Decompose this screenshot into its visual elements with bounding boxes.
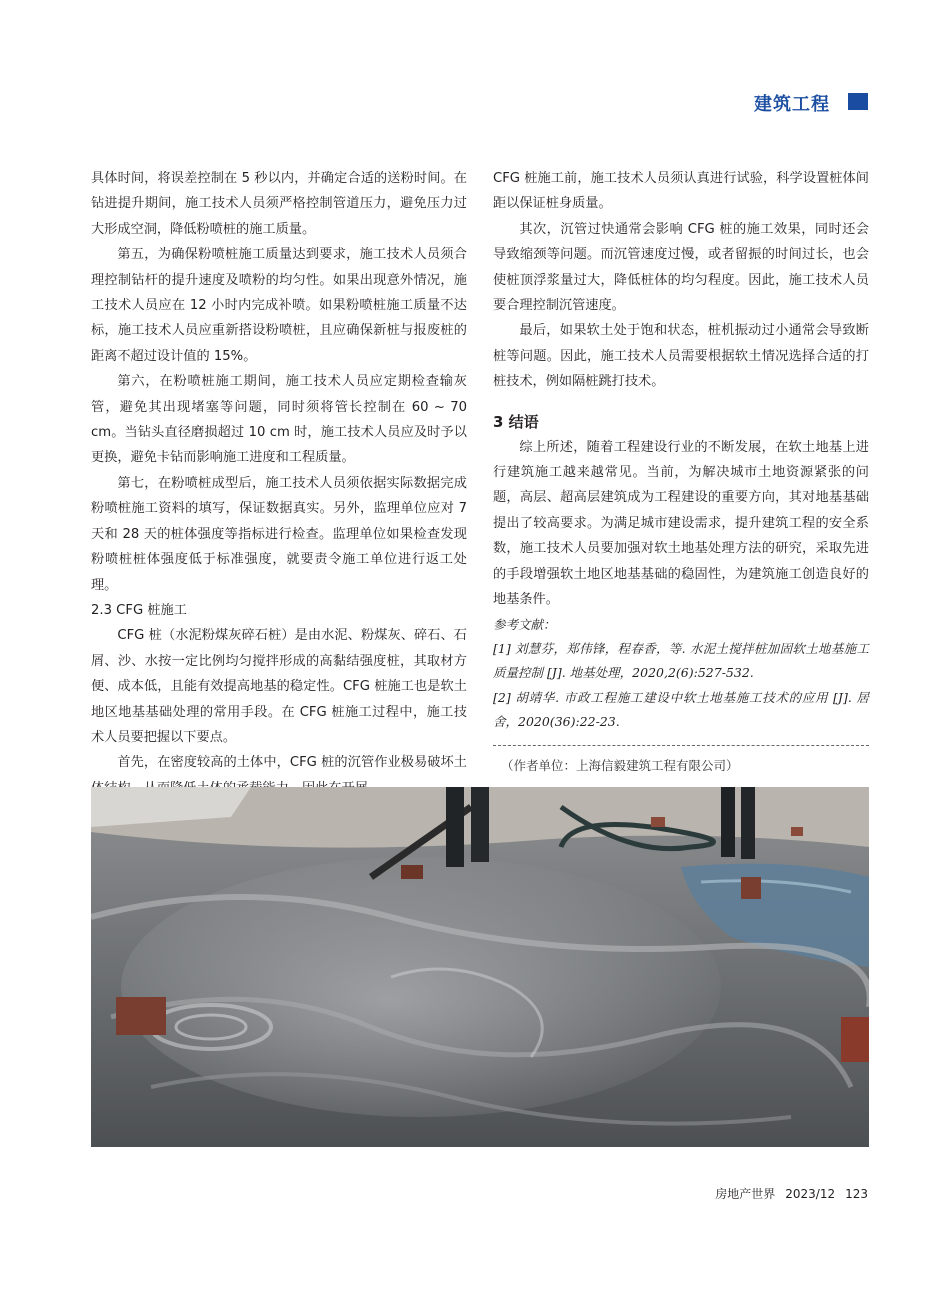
paragraph: 第五，为确保粉喷桩施工质量达到要求，施工技术人员须合理控制钻杆的提升速度及喷粉的均匀性。如果出现意外情况，施工技术人员应在 12 小时内完成补喷。如果粉喷桩施工质量不达标，施工技术人员应重新搭设粉喷桩，且应确保新桩与报废桩的距离不超过设计值的 15%。 bbox=[91, 247, 467, 364]
paragraph: CFG 桩（水泥粉煤灰碎石桩）是由水泥、粉煤灰、碎石、石屑、沙、水按一定比例均匀搅拌形成的高黏结强度桩，其取材方便、成本低，且能有效提高地基的稳定性。CFG 桩施工也是软土地区地基基础处理的常用手段。在 CFG 桩施工过程中，施工技术人员要把握以下要点。 bbox=[91, 628, 467, 745]
paragraph: 第六，在粉喷桩施工期间，施工技术人员应定期检查输灰管，避免其出现堵塞等问题，同时须将管长控制在 60 ~ 70 cm。当钻头直径磨损超过 10 cm 时，施工技术人员应及时予以更换，避免卡钻而影响施工进度和工程质量。 bbox=[91, 374, 467, 466]
subsection-heading: 2.3 CFG 桩施工 bbox=[91, 602, 187, 618]
paragraph: 其次，沉管过快通常会影响 CFG 桩的施工效果，同时还会导致缩颈等问题。而沉管速度过慢，或者留振的时间过长，也会使桩顶浮浆量过大，降低桩体的均匀程度。因此，施工技术人员要合理控制沉管速度。 bbox=[493, 221, 869, 314]
journal-name: 房地产世界 bbox=[715, 1187, 776, 1201]
paragraph: CFG 桩施工前，施工技术人员须认真进行试验，科学设置桩体间距以保证桩身质量。 bbox=[493, 171, 869, 212]
reference-item: [2] 胡靖华. 市政工程施工建设中软土地基施工技术的应用 [J]. 居舍，2020(36):22-23. bbox=[493, 689, 869, 730]
header-square-icon bbox=[848, 93, 868, 110]
section-header: 建筑工程 bbox=[754, 94, 830, 115]
issue-date: 2023/12 bbox=[785, 1187, 836, 1201]
page-number: 123 bbox=[845, 1187, 868, 1201]
references-label: 参考文献： bbox=[493, 616, 556, 632]
paragraph: 综上所述，随着工程建设行业的不断发展，在软土地基上进行建筑施工越来越常见。当前，为解决城市土地资源紧张的问题，高层、超高层建筑成为工程建设的重要方向，其对地基基础提出了较高要求。为满足城市建设需求，提升建筑工程的安全系数，施工技术人员要加强对软土地基处理方法的研究，采取先进的手段增强软土地区地基基础的稳固性，为建筑施工创造良好的地基条件。 bbox=[493, 439, 869, 608]
reference-item: [1] 刘慧芬，郑伟锋，程春香，等. 水泥土搅拌桩加固软土地基施工质量控制 [J]. 地基处理，2020,2(6):527-532. bbox=[493, 640, 869, 681]
section-heading: 3 结语 bbox=[493, 412, 539, 431]
paragraph: 第七，在粉喷桩成型后，施工技术人员须依据实际数据完成粉喷桩施工资料的填写，保证数据真实。另外，监理单位应对 7 天和 28 天的桩体强度等指标进行检查。监理单位如果检查发现粉喷桩桩体强度低于标准强度，就要责令施工单位进行返工处理。 bbox=[91, 475, 467, 593]
right-column bbox=[493, 166, 869, 778]
construction-site-photo bbox=[91, 787, 869, 1147]
page-footer bbox=[715, 1185, 868, 1202]
divider bbox=[493, 745, 869, 746]
paragraph: 首先，在密度较高的土体中，CFG 桩的沉管作业极易破坏土 bbox=[117, 755, 467, 771]
author-affiliation: （作者单位：上海信毅建筑工程有限公司） bbox=[501, 757, 739, 773]
paragraph: 最后，如果软土处于饱和状态，桩机振动过小通常会导致断桩等问题。因此，施工技术人员需要根据软土情况选择合适的打桩技术，例如隔桩跳打技术。 bbox=[493, 323, 869, 390]
left-column bbox=[91, 166, 467, 801]
paragraph: 具体时间，将误差控制在 5 秒以内，并确定合适的送粉时间。在钻进提升期间，施工技术人员须严格控制管道压力，避免压力过大形成空洞，降低粉喷桩的施工质量。 bbox=[91, 171, 467, 237]
